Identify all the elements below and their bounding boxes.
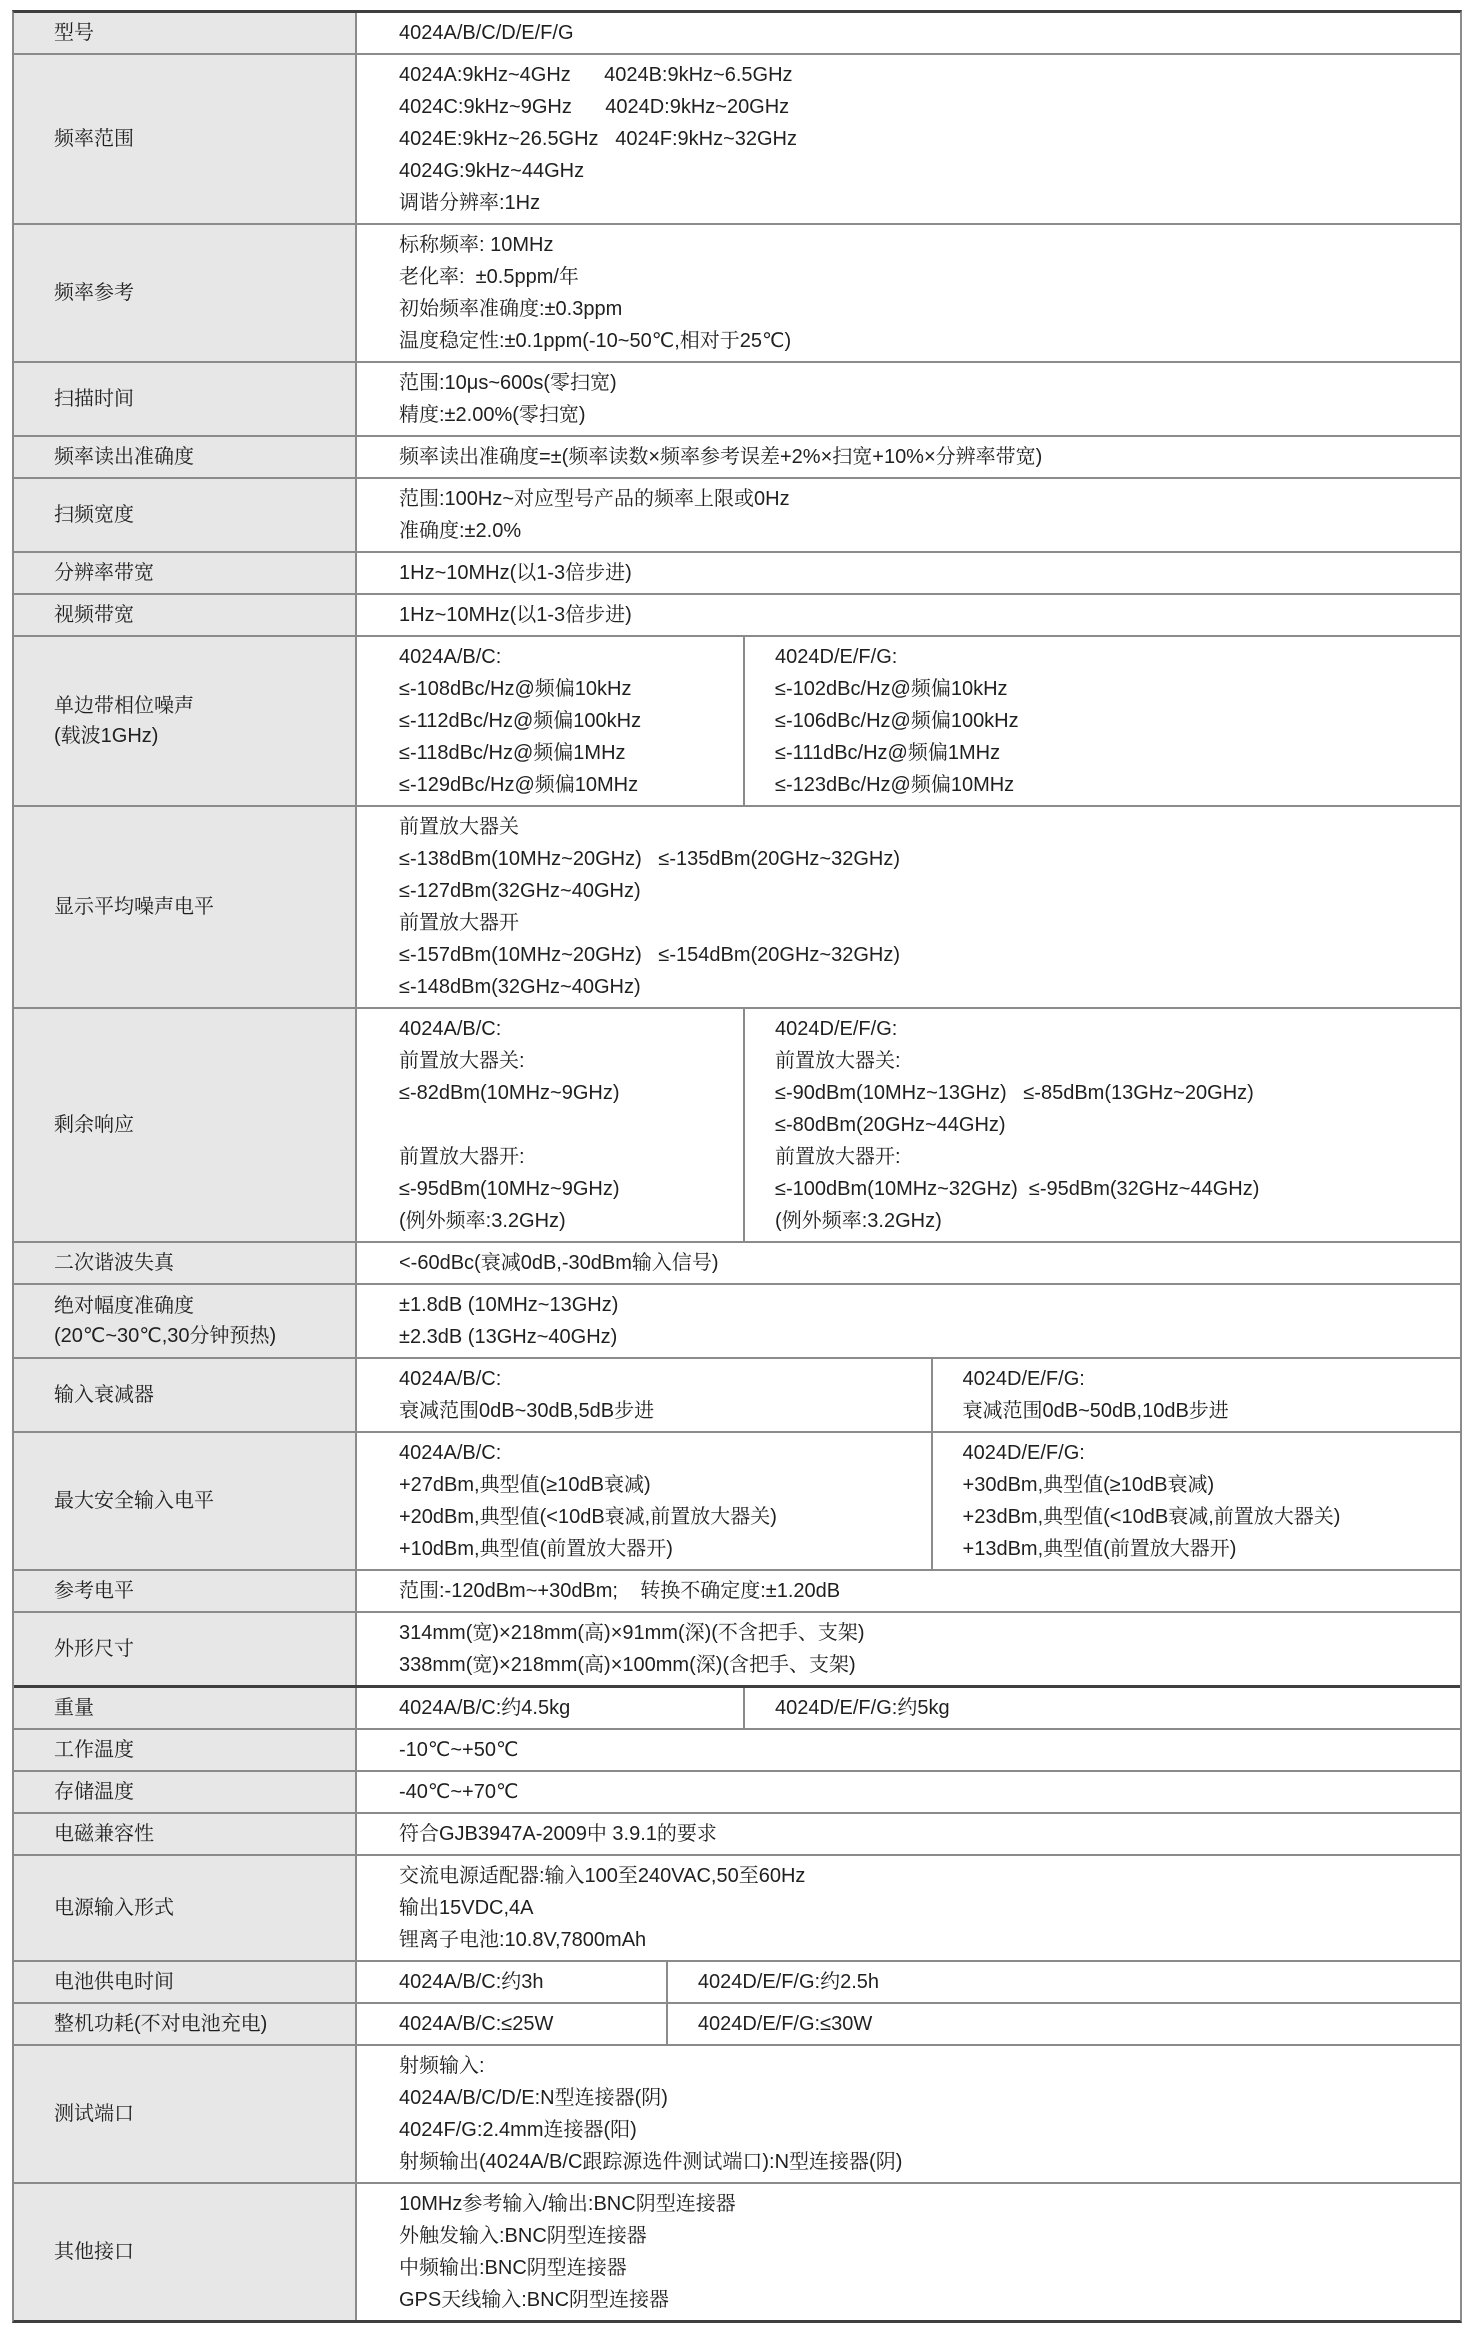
spec-value-line: ≤-118dBc/Hz@频偏1MHz: [399, 742, 626, 764]
spec-value-block: [357, 595, 1460, 635]
spec-row: [14, 477, 1460, 551]
spec-row: [14, 1007, 1460, 1241]
spec-value-line: +13dBm,典型值(前置放大器开): [962, 1538, 1237, 1560]
spec-value-line: ≤-108dBc/Hz@频偏10kHz: [399, 678, 632, 700]
spec-value-line: ≤-127dBm(32GHz~40GHz): [399, 880, 641, 902]
spec-value-line: 4024A/B/C:: [399, 646, 502, 668]
spec-value-line: ±1.8dB (10MHz~13GHz): [399, 1294, 619, 1316]
spec-value-line: 射频输出(4024A/B/C跟踪源选件测试端口):N型连接器(阴): [399, 2151, 903, 2173]
spec-value-line: 4024F/G:2.4mm连接器(阳): [399, 2119, 637, 2141]
spec-row-content: [357, 1571, 1460, 1611]
spec-value-line: 338mm(宽)×218mm(高)×100mm(深)(含把手、支架): [399, 1654, 856, 1676]
spec-value-block: [357, 1243, 1460, 1283]
spec-row-content: [357, 2004, 1460, 2044]
spec-value-line: 4024A/B/C/D/E/F/G: [399, 22, 574, 44]
spec-row-label: [14, 1730, 357, 1770]
spec-value-line: 衰减范围0dB~30dB,5dB步进: [399, 1400, 655, 1422]
spec-value-line: ≤-138dBm(10MHz~20GHz) ≤-135dBm(20GHz~32GHz): [399, 848, 901, 870]
spec-value-line: 射频输入:: [399, 2055, 485, 2077]
spec-row-label: [14, 55, 357, 223]
spec-subcolumn: [743, 637, 1460, 805]
spec-row-label: [14, 2046, 357, 2182]
spec-label-text: 频率范围: [54, 128, 134, 150]
spec-subcolumn: [931, 1433, 1460, 1569]
spec-subcolumn: [666, 1962, 1460, 2002]
spec-row-content: [357, 225, 1460, 361]
spec-value-line: (例外频率:3.2GHz): [775, 1210, 942, 1232]
spec-row-label: [14, 1433, 357, 1569]
spec-value-line: <-60dBc(衰减0dB,-30dBm输入信号): [399, 1252, 719, 1274]
spec-value-line: 10MHz参考输入/输出:BNC阴型连接器: [399, 2193, 736, 2215]
spec-subcolumn: [666, 2004, 1460, 2044]
spec-subcolumn: [743, 1688, 1460, 1728]
spec-row: [14, 223, 1460, 361]
spec-row-label: [14, 637, 357, 805]
spec-row-label: [14, 595, 357, 635]
spec-row-content: [357, 1285, 1460, 1357]
spec-label-text: 存储温度: [54, 1781, 134, 1803]
spec-subcolumn: [357, 1359, 931, 1431]
spec-value-block: [357, 2046, 1460, 2182]
spec-row-label: [14, 2004, 357, 2044]
spec-value-block: [357, 55, 1460, 223]
spec-value-line: -10℃~+50℃: [399, 1739, 519, 1761]
spec-value-line: 准确度:±2.0%: [399, 520, 522, 542]
spec-value-line: +10dBm,典型值(前置放大器开): [399, 1538, 673, 1560]
spec-row: [14, 1728, 1460, 1770]
spec-value-line: 频率读出准确度=±(频率读数×频率参考误差+2%×扫宽+10%×分辨率带宽): [399, 446, 1043, 468]
spec-value-line: -40℃~+70℃: [399, 1781, 519, 1803]
spec-value-line: 1Hz~10MHz(以1-3倍步进): [399, 604, 632, 626]
spec-row: [14, 2002, 1460, 2044]
spec-value-line: 4024D/E/F/G:: [775, 1018, 898, 1040]
spec-row-content: [357, 479, 1460, 551]
spec-subcolumn: [357, 1009, 743, 1241]
spec-value-line: 4024E:9kHz~26.5GHz 4024F:9kHz~32GHz: [399, 128, 797, 150]
spec-row-content: [357, 807, 1460, 1007]
spec-row-label: [14, 1814, 357, 1854]
spec-row: [14, 1569, 1460, 1611]
spec-row-content: [357, 1243, 1460, 1283]
spec-row-label: [14, 1856, 357, 1960]
spec-subcolumn: [931, 1359, 1460, 1431]
spec-value-line: 标称频率: 10MHz: [399, 234, 554, 256]
spec-label-text: 电磁兼容性: [54, 1823, 154, 1845]
spec-value-line: ≤-106dBc/Hz@频偏100kHz: [775, 710, 1019, 732]
spec-value-line: 4024A/B/C:: [399, 1368, 502, 1390]
spec-row-content: [357, 2184, 1460, 2320]
spec-label-text: 型号: [54, 22, 94, 44]
spec-row: [14, 1431, 1460, 1569]
spec-value-block: [357, 807, 1460, 1007]
spec-value-line: 前置放大器关:: [399, 1050, 525, 1072]
spec-label-text: 参考电平: [54, 1580, 134, 1602]
spec-subcolumn: [357, 1962, 666, 2002]
spec-value-line: 4024D/E/F/G:约5kg: [775, 1697, 950, 1719]
spec-row-content: [357, 1772, 1460, 1812]
spec-row: [14, 1812, 1460, 1854]
spec-value-line: 衰减范围0dB~50dB,10dB步进: [962, 1400, 1229, 1422]
spec-row-content: [357, 1688, 1460, 1728]
spec-value-line: 交流电源适配器:输入100至240VAC,50至60Hz: [399, 1865, 806, 1887]
spec-subcolumn: [357, 1433, 931, 1569]
spec-label-text: 剩余响应: [54, 1114, 134, 1136]
spec-value-line: 前置放大器关:: [775, 1050, 901, 1072]
spec-value-line: ±2.3dB (13GHz~40GHz): [399, 1326, 618, 1348]
spec-value-line: ≤-148dBm(32GHz~40GHz): [399, 976, 641, 998]
spec-value-block: [357, 553, 1460, 593]
spec-row-label: [14, 1613, 357, 1685]
spec-value-line: ≤-80dBm(20GHz~44GHz): [775, 1114, 1006, 1136]
spec-value-line: 精度:±2.00%(零扫宽): [399, 404, 586, 426]
spec-value-line: 锂离子电池:10.8V,7800mAh: [399, 1929, 647, 1951]
spec-value-block: [357, 225, 1460, 361]
spec-value-line: 输出15VDC,4A: [399, 1897, 534, 1919]
spec-row-content: [357, 1962, 1460, 2002]
spec-value-line: +30dBm,典型值(≥10dB衰减): [962, 1474, 1215, 1496]
spec-value-line: 4024A/B/C:: [399, 1018, 502, 1040]
spec-row-label: [14, 1772, 357, 1812]
spec-value-line: 4024A/B/C:约3h: [399, 1971, 544, 1993]
spec-value-line: 4024D/E/F/G:: [962, 1368, 1085, 1390]
spec-table: [12, 10, 1462, 2323]
spec-row-label: [14, 1962, 357, 2002]
spec-row: [14, 1357, 1460, 1431]
spec-value-block: [357, 2184, 1460, 2320]
spec-row: [14, 13, 1460, 53]
spec-row-content: [357, 1613, 1460, 1685]
spec-value-line: 符合GJB3947A-2009中 3.9.1的要求: [399, 1823, 717, 1845]
spec-row-label: [14, 1243, 357, 1283]
spec-value-line: ≤-112dBc/Hz@频偏100kHz: [399, 710, 642, 732]
spec-row-label: [14, 1285, 357, 1357]
spec-label-text: 输入衰减器: [54, 1384, 154, 1406]
spec-row-content: [357, 13, 1460, 53]
spec-value-line: 前置放大器开: [399, 912, 519, 934]
spec-label-text: (载波1GHz): [54, 725, 159, 747]
spec-row: [14, 635, 1460, 805]
spec-label-text: 最大安全输入电平: [54, 1490, 214, 1512]
spec-subcolumn: [357, 1688, 743, 1728]
spec-row: [14, 1685, 1460, 1728]
spec-value-line: ≤-82dBm(10MHz~9GHz): [399, 1082, 620, 1104]
spec-row: [14, 1283, 1460, 1357]
spec-row-content: [357, 553, 1460, 593]
spec-value-line: 中频输出:BNC阴型连接器: [399, 2257, 627, 2279]
spec-value-block: [357, 1772, 1460, 1812]
spec-row-content: [357, 1814, 1460, 1854]
spec-subcolumn: [357, 2004, 666, 2044]
spec-row-content: [357, 1856, 1460, 1960]
spec-label-text: 电源输入形式: [54, 1897, 174, 1919]
spec-row-content: [357, 637, 1460, 805]
spec-value-line: +27dBm,典型值(≥10dB衰减): [399, 1474, 651, 1496]
spec-value-line: 前置放大器关: [399, 816, 519, 838]
spec-value-block: [357, 1571, 1460, 1611]
spec-value-line: 4024D/E/F/G:约2.5h: [697, 1971, 880, 1993]
spec-value-line: ≤-157dBm(10MHz~20GHz) ≤-154dBm(20GHz~32GHz): [399, 944, 901, 966]
spec-row: [14, 435, 1460, 477]
spec-value-line: 外触发输入:BNC阴型连接器: [399, 2225, 647, 2247]
spec-value-block: [357, 1613, 1460, 1685]
spec-value-line: ≤-129dBc/Hz@频偏10MHz: [399, 774, 639, 796]
spec-label-text: 频率参考: [54, 282, 134, 304]
spec-value-block: [357, 363, 1460, 435]
spec-value-line: 范围:10μs~600s(零扫宽): [399, 372, 617, 394]
spec-label-text: 二次谐波失真: [54, 1252, 174, 1274]
spec-row-content: [357, 363, 1460, 435]
spec-row-label: [14, 437, 357, 477]
spec-row-label: [14, 2184, 357, 2320]
spec-value-block: [357, 1814, 1460, 1854]
spec-value-line: 4024D/E/F/G:: [962, 1442, 1085, 1464]
spec-subcolumn: [357, 637, 743, 805]
spec-label-text: 单边带相位噪声: [54, 695, 194, 717]
spec-row-label: [14, 13, 357, 53]
spec-row-content: [357, 1730, 1460, 1770]
spec-row: [14, 2182, 1460, 2320]
spec-value-line: 前置放大器开:: [399, 1146, 525, 1168]
spec-value-block: [357, 1285, 1460, 1357]
spec-value-line: 4024A/B/C:: [399, 1442, 502, 1464]
spec-row-content: [357, 1359, 1460, 1431]
spec-row: [14, 1770, 1460, 1812]
spec-value-line: 1Hz~10MHz(以1-3倍步进): [399, 562, 632, 584]
spec-value-line: ≤-95dBm(10MHz~9GHz): [399, 1178, 620, 1200]
spec-value-line: (例外频率:3.2GHz): [399, 1210, 566, 1232]
spec-value-line: 4024A/B/C/D/E:N型连接器(阴): [399, 2087, 668, 2109]
spec-subcolumn: [743, 1009, 1460, 1241]
spec-value-line: GPS天线输入:BNC阴型连接器: [399, 2289, 670, 2311]
spec-label-text: 测试端口: [54, 2103, 134, 2125]
spec-value-line: 老化率: ±0.5ppm/年: [399, 266, 579, 288]
spec-row: [14, 1241, 1460, 1283]
spec-row: [14, 1960, 1460, 2002]
spec-value-line: 4024A:9kHz~4GHz 4024B:9kHz~6.5GHz: [399, 64, 793, 86]
spec-value-block: [357, 479, 1460, 551]
spec-row-content: [357, 55, 1460, 223]
spec-value-line: 4024D/E/F/G:: [775, 646, 898, 668]
spec-row-label: [14, 1359, 357, 1431]
spec-label-text: 整机功耗(不对电池充电): [54, 2013, 268, 2035]
spec-row-label: [14, 1009, 357, 1241]
spec-value-line: ≤-123dBc/Hz@频偏10MHz: [775, 774, 1015, 796]
spec-row-label: [14, 479, 357, 551]
spec-value-line: 4024C:9kHz~9GHz 4024D:9kHz~20GHz: [399, 96, 790, 118]
spec-value-block: [357, 13, 1460, 53]
spec-label-text: (20℃~30℃,30分钟预热): [54, 1325, 277, 1347]
spec-value-block: [357, 1856, 1460, 1960]
spec-label-text: 频率读出准确度: [54, 446, 194, 468]
spec-label-text: 工作温度: [54, 1739, 134, 1761]
spec-value-line: ≤-111dBc/Hz@频偏1MHz: [775, 742, 1001, 764]
spec-row-label: [14, 225, 357, 361]
spec-row-label: [14, 807, 357, 1007]
spec-row: [14, 551, 1460, 593]
spec-value-line: ≤-102dBc/Hz@频偏10kHz: [775, 678, 1008, 700]
spec-row: [14, 53, 1460, 223]
spec-value-line: +20dBm,典型值(<10dB衰减,前置放大器关): [399, 1506, 777, 1528]
spec-row-content: [357, 595, 1460, 635]
spec-value-line: 调谐分辨率:1Hz: [399, 192, 541, 214]
spec-row-content: [357, 1433, 1460, 1569]
spec-label-text: 分辨率带宽: [54, 562, 154, 584]
spec-value-line: ≤-90dBm(10MHz~13GHz) ≤-85dBm(13GHz~20GHz): [775, 1082, 1254, 1104]
spec-label-text: 电池供电时间: [54, 1971, 174, 1993]
spec-value-line: 4024A/B/C:约4.5kg: [399, 1697, 571, 1719]
spec-label-text: 外形尺寸: [54, 1638, 134, 1660]
spec-label-text: 绝对幅度准确度: [54, 1295, 194, 1317]
spec-value-line: 温度稳定性:±0.1ppm(-10~50℃,相对于25℃): [399, 330, 792, 352]
spec-row-label: [14, 1688, 357, 1728]
spec-value-block: [357, 437, 1460, 477]
spec-row: [14, 593, 1460, 635]
spec-value-line: 4024G:9kHz~44GHz: [399, 160, 585, 182]
spec-label-text: 显示平均噪声电平: [54, 896, 214, 918]
spec-row-label: [14, 1571, 357, 1611]
spec-label-text: 重量: [54, 1697, 94, 1719]
spec-value-line: [399, 1109, 733, 1141]
spec-value-line: 范围:-120dBm~+30dBm; 转换不确定度:±1.20dB: [399, 1580, 841, 1602]
spec-row-label: [14, 553, 357, 593]
spec-row-content: [357, 437, 1460, 477]
spec-row: [14, 361, 1460, 435]
spec-row-content: [357, 1009, 1460, 1241]
spec-row-label: [14, 363, 357, 435]
spec-value-line: 4024A/B/C:≤25W: [399, 2013, 554, 2035]
spec-value-line: 4024D/E/F/G:≤30W: [697, 2013, 873, 2035]
spec-row-content: [357, 2046, 1460, 2182]
spec-row: [14, 2044, 1460, 2182]
spec-value-block: [357, 1730, 1460, 1770]
spec-value-line: +23dBm,典型值(<10dB衰减,前置放大器关): [962, 1506, 1341, 1528]
spec-value-line: ≤-100dBm(10MHz~32GHz) ≤-95dBm(32GHz~44GHz): [775, 1178, 1260, 1200]
spec-row: [14, 1611, 1460, 1685]
spec-row: [14, 805, 1460, 1007]
spec-value-line: 范围:100Hz~对应型号产品的频率上限或0Hz: [399, 488, 790, 510]
spec-value-line: 前置放大器开:: [775, 1146, 901, 1168]
spec-label-text: 视频带宽: [54, 604, 134, 626]
spec-label-text: 扫频宽度: [54, 504, 134, 526]
spec-row: [14, 1854, 1460, 1960]
spec-value-line: 初始频率准确度:±0.3ppm: [399, 298, 623, 320]
spec-label-text: 扫描时间: [54, 388, 134, 410]
spec-value-line: 314mm(宽)×218mm(高)×91mm(深)(不含把手、支架): [399, 1622, 865, 1644]
spec-label-text: 其他接口: [54, 2241, 134, 2263]
